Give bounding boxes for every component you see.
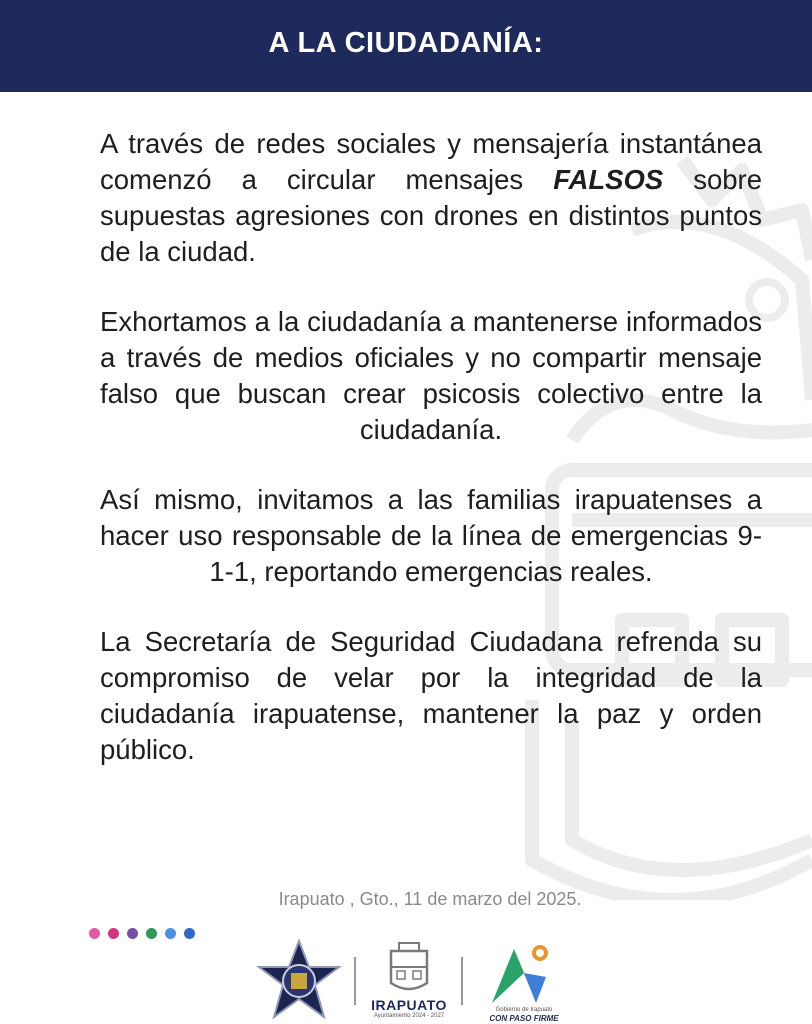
emphasis-false: FALSOS bbox=[553, 164, 664, 195]
paragraph-text: A través de redes sociales y mensajería instantánea comenzó a circular mensajes bbox=[100, 128, 762, 195]
paragraph-commitment: La Secretaría de Seguridad Ciudadana refrenda su compromiso de velar por la integridad de la ciudadanía irapuatense, mantener la paz y orden público. bbox=[100, 626, 762, 765]
page-title: A LA CIUDADANÍA: bbox=[268, 26, 544, 59]
date-line: Irapuato , Gto., 11 de marzo del 2025. bbox=[278, 889, 582, 909]
slogan-main: CON PASO FIRME bbox=[489, 1014, 559, 1023]
paragraph-text: sobre supuestas agresiones con drones en distintos puntos de la ciudad. bbox=[100, 164, 762, 267]
header-banner bbox=[0, 0, 812, 92]
paragraph-false-messages bbox=[100, 126, 762, 270]
logo-divider bbox=[354, 957, 356, 1005]
paragraph-exhort: Exhortamos a la ciudadanía a mantenerse informados a través de medios oficiales y no compartir mensaje falso que buscan crear psicosis colectivo entre la ciudadanía. bbox=[100, 306, 762, 445]
con-paso-firme-logo-icon bbox=[484, 937, 556, 1007]
irapuato-logo-name: IRAPUATO bbox=[371, 997, 447, 1013]
paragraph-emergency-line: Así mismo, invitamos a las familias irapuatenses a hacer uso responsable de la línea de emergencias 9-1-1, reportando emergencias reales. bbox=[100, 484, 762, 587]
logo-divider bbox=[461, 957, 463, 1005]
irapuato-coat-of-arms-icon bbox=[383, 939, 435, 997]
slogan-top: Gobierno de Irapuato bbox=[495, 1007, 553, 1013]
police-badge-icon bbox=[255, 939, 343, 1023]
irapuato-logo-sub: Ayuntamiento 2024 - 2027 bbox=[373, 1013, 445, 1019]
footer-logos bbox=[0, 935, 812, 1024]
statement-body bbox=[100, 126, 762, 802]
